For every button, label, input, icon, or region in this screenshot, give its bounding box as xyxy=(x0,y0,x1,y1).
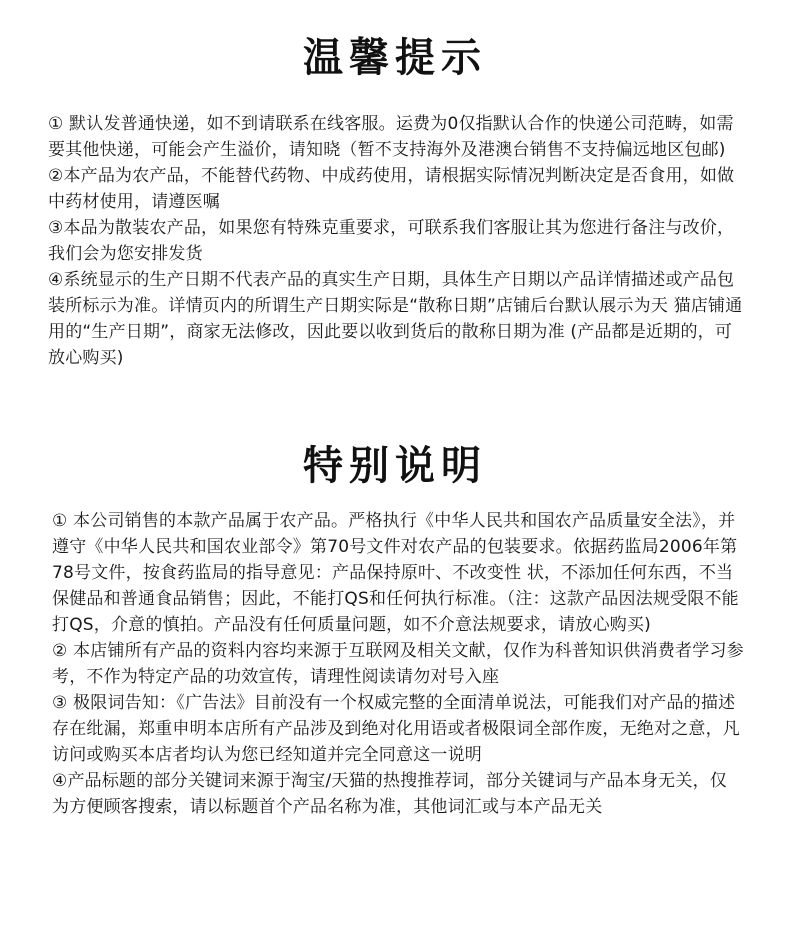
special-item-2: ② 本店铺所有产品的资料内容均来源于互联网及相关文献，仅作为科普知识供消费者学习参考，不作为特定产品的功效宣传，请理性阅读请勿对号入座 xyxy=(52,641,744,687)
notice-body xyxy=(48,111,748,371)
notice-item-2: ②本产品为农产品，不能替代药物、中成药使用，请根据实际情况判断决定是否食用，如做中药材使用，请遵医嘱 xyxy=(48,166,735,212)
special-item-1: ① 本公司销售的本款产品属于农产品。严格执行《中华人民共和国农产品质量安全法》，并遵守《中华人民共和国农业部令》第70号文件对农产品的包装要求。依据药监局2006年第78号文件，按食药监局的指导意见：产品保持原叶、不改变性 状，不添加任何东西，不当保健品和普通食品销售；因此，不能打QS和任何执行标准。（注：这款产品因法规受限不能打QS，介意的慎拍。产品没有任何质量问题，如不介意法规要求，请放心购买) xyxy=(52,511,739,635)
notice-item-1: ① 默认发普通快递，如不到请联系在线客服。运费为0仅指默认合作的快递公司范畴，如需要其他快递，可能会产生溢价，请知晓（暂不支持海外及港澳台销售不支持偏远地区包邮) xyxy=(48,114,734,160)
special-section xyxy=(0,442,790,817)
notice-section xyxy=(0,34,790,368)
notice-item-3: ③本品为散装农产品，如果您有特殊克重要求，可联系我们客服让其为您进行备注与改价，我们会为您安排发货 xyxy=(48,218,735,264)
special-item-4: ④产品标题的部分关键词来源于淘宝/天猫的热搜推荐词，部分关键词与产品本身无关，仅为方便顾客搜索，请以标题首个产品名称为准，其他词汇或与本产品无关 xyxy=(52,771,727,817)
special-body xyxy=(52,508,744,820)
notice-title: 温馨提示 xyxy=(303,34,487,81)
special-title: 特别说明 xyxy=(303,442,487,489)
special-item-3: ③ 极限词告知：《广告法》目前没有一个权威完整的全面清单说法，可能我们对产品的描述存在纰漏，郑重申明本店所有产品涉及到绝对化用语或者极限词全部作废，无绝对之意，凡访问或购买本店者均认为您已经知道并完全同意这一说明 xyxy=(52,693,740,765)
notice-item-4: ④系统显示的生产日期不代表产品的真实生产日期，具体生产日期以产品详情描述或产品包装所标示为准。详情页内的所谓生产日期实际是“散称日期”店铺后台默认展示为天 猫店铺通用的“生产日期”，商家无法修改，因此要以收到货后的散称日期为准 (产品都是近期的，可放心购买) xyxy=(48,270,743,368)
